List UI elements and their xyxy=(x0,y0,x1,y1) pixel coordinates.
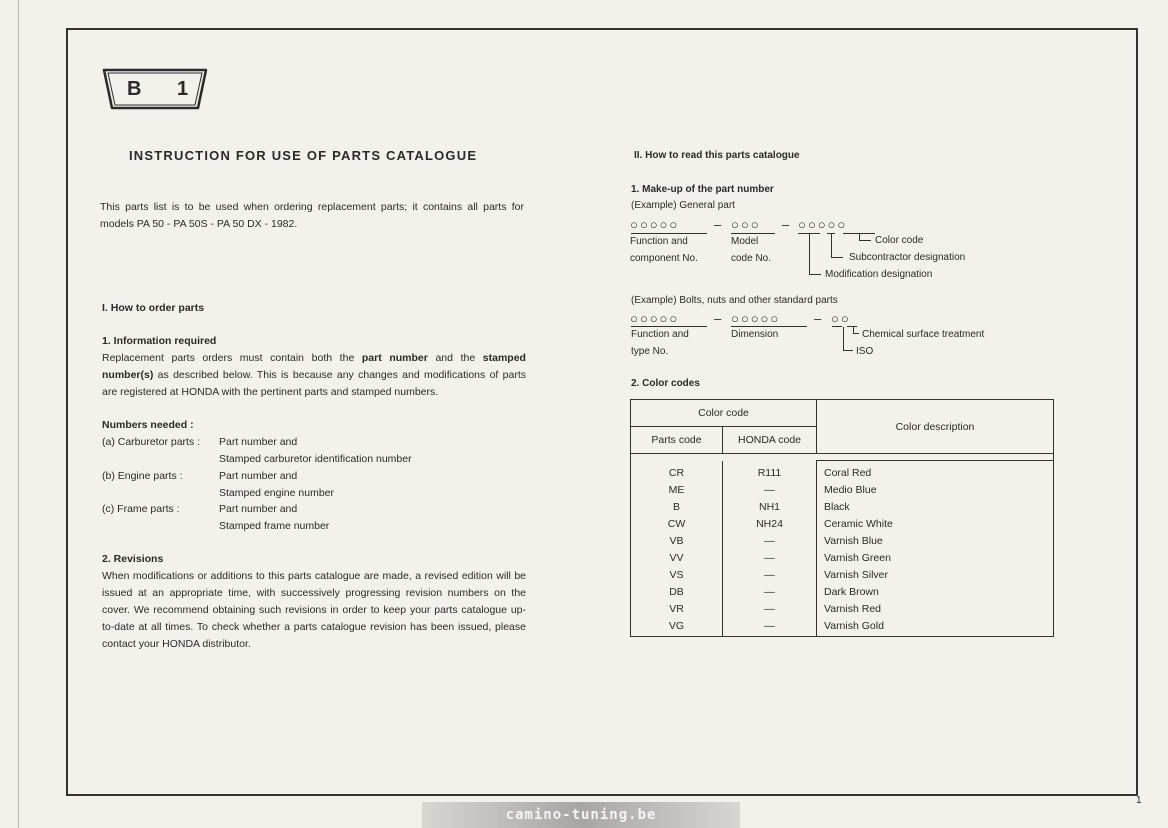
ex2-group3: ○○ xyxy=(831,311,851,326)
color-description-cell: Medio Blue xyxy=(824,484,877,496)
numbers-a-line2: Stamped carburetor identification number xyxy=(219,453,412,465)
numbers-b-line1: Part number and xyxy=(219,470,298,482)
parts-code-cell: CW xyxy=(667,517,686,530)
honda-code-cell: — xyxy=(764,602,775,615)
info-bold-part-number: part number xyxy=(361,352,428,364)
parts-code-cell: B xyxy=(672,500,680,513)
ex1-leader-modification xyxy=(809,234,810,275)
parts-code-cell: CR xyxy=(668,466,685,479)
ex2-dash1: – xyxy=(714,311,724,326)
parts-code-cell: DB xyxy=(669,585,684,598)
th-honda-code: HONDA code xyxy=(723,427,817,454)
honda-code-cell: — xyxy=(764,619,775,632)
page-spine xyxy=(18,0,19,828)
parts-code-cell: VG xyxy=(668,619,685,632)
section-badge xyxy=(100,66,210,112)
honda-code-cell: — xyxy=(764,568,775,581)
numbers-c-line2: Stamped frame number xyxy=(219,520,330,532)
numbers-a-line1: Part number and xyxy=(219,436,298,448)
ex1-leader-modification-h xyxy=(809,274,821,275)
color-description-cell: Varnish Blue xyxy=(824,535,883,547)
info-heading: 1. Information required xyxy=(102,335,217,347)
color-description-cell: Varnish Red xyxy=(824,603,882,615)
ex2-group1: ○○○○○ xyxy=(630,311,680,326)
intro-paragraph: This parts list is to be used when ordering replacement parts; it contains all parts for models PA 50 - PA 50S - PA 50 DX - 1982. xyxy=(100,201,524,230)
th-color-code: Color code xyxy=(631,400,817,427)
ex1-color-code-label: Color code xyxy=(875,235,924,246)
honda-code-cell: — xyxy=(764,585,775,598)
ex1-group2: ○○○ xyxy=(731,217,761,232)
ex2-underline3a xyxy=(832,326,842,327)
parts-code-cell: VB xyxy=(669,534,684,547)
ex1-function-line1: Function and xyxy=(630,236,688,247)
ex2-leader-chemical-h xyxy=(853,333,859,334)
ex1-leader-color-h xyxy=(859,240,871,241)
color-codes-table xyxy=(630,399,1054,637)
ex1-leader-subcontractor xyxy=(831,234,832,258)
makeup-heading: 1. Make-up of the part number xyxy=(631,184,774,195)
ex1-model-line2: code No. xyxy=(731,253,772,264)
ex1-function-line2: component No. xyxy=(630,253,698,264)
numbers-c-line1: Part number and xyxy=(219,503,298,515)
ex1-group3: ○○○○○ xyxy=(798,217,848,232)
ex2-leader-iso xyxy=(843,327,844,351)
ex1-group1: ○○○○○ xyxy=(630,217,680,232)
honda-code-cell: — xyxy=(764,483,775,496)
color-description-cell: Dark Brown xyxy=(824,586,879,598)
honda-code-cell: — xyxy=(764,551,775,564)
parts-code-cell: VV xyxy=(669,551,684,564)
color-description-cell: Black xyxy=(824,501,850,513)
ex2-leader-iso-h xyxy=(843,350,853,351)
info-text-1: Replacement parts orders must contain both the xyxy=(102,352,362,364)
parts-code-cell: VR xyxy=(669,602,684,615)
ex2-dash2: – xyxy=(814,311,824,326)
ex1-subcontractor-label: Subcontractor designation xyxy=(849,252,966,263)
ex2-underline3b xyxy=(847,326,857,327)
page-title: INSTRUCTION FOR USE OF PARTS CATALOGUE xyxy=(129,148,478,163)
numbers-label-c: (c) Frame parts : xyxy=(102,503,180,515)
numbers-b-line2: Stamped engine number xyxy=(219,487,334,499)
parts-code-cell: VS xyxy=(669,568,684,581)
ex1-dash1: – xyxy=(714,217,724,232)
revisions-heading: 2. Revisions xyxy=(102,553,164,565)
ex2-function-line1: Function and xyxy=(631,329,689,340)
info-bold-stamped-number: stamped number(s) xyxy=(102,352,526,381)
info-text-3: as described below. This is because any changes and modifications of parts are registered at HONDA with the pertinent parts and stamped numbers. xyxy=(102,369,526,398)
ex1-modification-label: Modification designation xyxy=(825,269,933,280)
color-description-cell: Ceramic White xyxy=(824,518,893,530)
colorcodes-heading: 2. Color codes xyxy=(631,378,700,389)
color-description-column xyxy=(817,461,1054,637)
badge-number: 1 xyxy=(177,78,189,100)
ex1-model-line1: Model xyxy=(731,236,759,247)
color-description-cell: Coral Red xyxy=(824,467,872,479)
numbers-label-a: (a) Carburetor parts : xyxy=(102,436,201,448)
parts-code-cell: ME xyxy=(668,483,685,496)
honda-code-cell: — xyxy=(764,534,775,547)
ex2-group2: ○○○○○ xyxy=(731,311,781,326)
numbers-heading: Numbers needed : xyxy=(102,419,194,431)
example1-label: (Example) General part xyxy=(631,200,735,211)
badge-letter: B xyxy=(127,78,142,100)
section1-heading: I. How to order parts xyxy=(102,302,205,314)
ex2-dimension-label: Dimension xyxy=(731,329,779,340)
section2-heading: II. How to read this parts catalogue xyxy=(634,150,800,161)
ex1-dash2: – xyxy=(782,217,792,232)
ex2-chemical-label: Chemical surface treatment xyxy=(862,329,985,340)
ex2-function-line2: type No. xyxy=(631,346,669,357)
info-paragraph xyxy=(102,350,526,401)
parts-code-column xyxy=(631,461,723,637)
color-description-cell: Varnish Silver xyxy=(824,569,888,581)
th-parts-code: Parts code xyxy=(631,427,723,454)
info-text-2: and the xyxy=(427,352,483,364)
th-color-description: Color description xyxy=(817,400,1054,454)
honda-code-cell: NH24 xyxy=(756,517,783,530)
badge-outline xyxy=(100,66,210,112)
ex2-iso-label: ISO xyxy=(856,346,874,357)
honda-code-column xyxy=(723,461,817,637)
honda-code-cell: R111 xyxy=(757,466,782,479)
revisions-paragraph: When modifications or additions to this parts catalogue are made, a revised edition will be issued at an appropriate time, with successively progressing revision numbers on the cover. We recommend obtaining such revisions in order to keep your parts catalogue up-to-date at all times. To check whether a parts catalogue revision has been issued, please contact your HONDA distributor. xyxy=(102,570,526,650)
honda-code-cell: NH1 xyxy=(758,500,780,513)
ex1-leader-subcontractor-h xyxy=(831,257,843,258)
page-number: 1 xyxy=(1136,795,1142,806)
color-description-cell: Varnish Green xyxy=(824,552,891,564)
watermark-text: camino-tuning.be xyxy=(505,807,657,823)
color-description-cell: Varnish Gold xyxy=(824,620,884,632)
numbers-label-b: (b) Engine parts : xyxy=(102,470,183,482)
example2-label: (Example) Bolts, nuts and other standard parts xyxy=(631,295,838,306)
